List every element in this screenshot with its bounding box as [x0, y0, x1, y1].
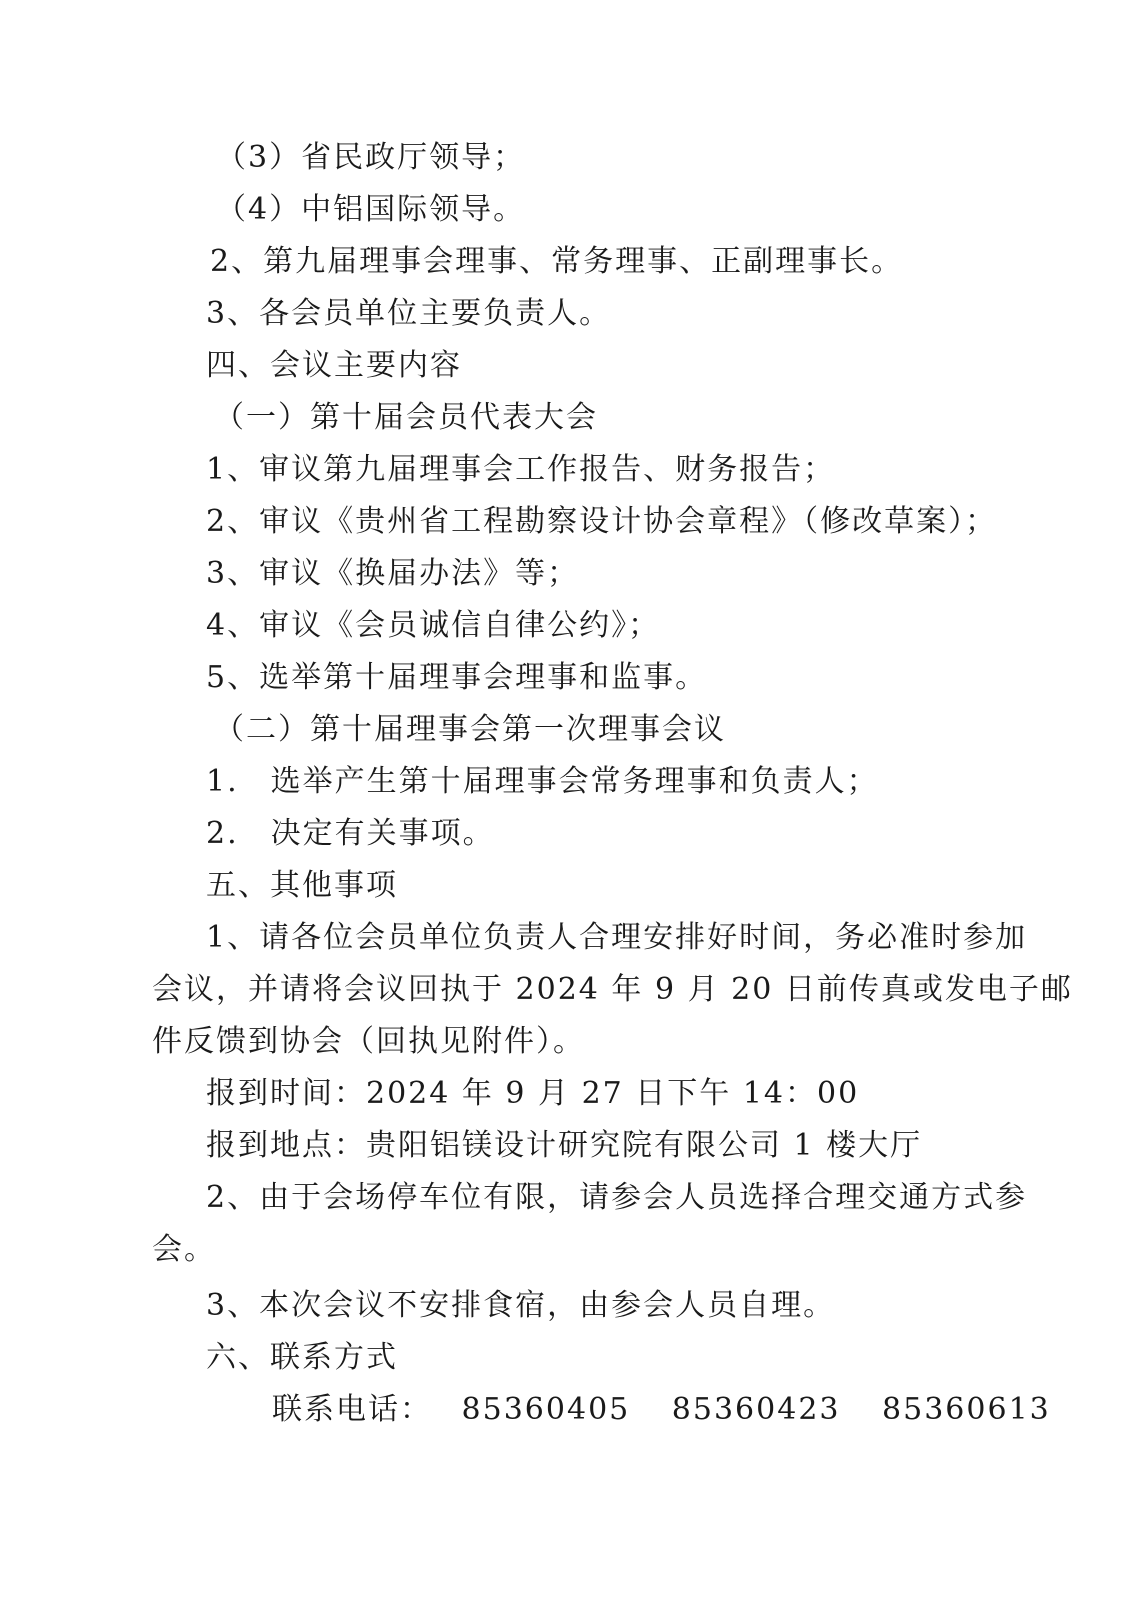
contact-label: 联系电话： — [272, 1392, 432, 1427]
phone-number: 85360405 — [461, 1392, 631, 1427]
paragraph-line: 1、请各位会员单位负责人合理安排好时间，务必准时参加 — [206, 920, 1028, 955]
paragraph-line: 会。 — [152, 1232, 216, 1267]
phone-number: 85360613 — [882, 1392, 1051, 1427]
section-heading: 六、联系方式 — [206, 1340, 398, 1375]
report-place: 报到地点：贵阳铝镁设计研究院有限公司 1 楼大厅 — [206, 1128, 923, 1163]
report-time: 报到时间：2024 年 9 月 27 日下午 14：00 — [206, 1076, 860, 1111]
list-item: 4、审议《会员诚信自律公约》； — [206, 608, 661, 643]
subsection-heading: （二）第十届理事会第一次理事会议 — [214, 712, 726, 747]
list-item: 3、审议《换届办法》等； — [206, 556, 580, 591]
subsection-heading: （一）第十届会员代表大会 — [214, 400, 598, 435]
list-item: 3、本次会议不安排食宿，由参会人员自理。 — [206, 1288, 836, 1323]
list-item: 2. 决定有关事项。 — [206, 816, 495, 851]
paragraph-line: 会议，并请将会议回执于 2024 年 9 月 20 日前传真或发电子邮 — [152, 972, 1073, 1007]
paragraph-line: 2、由于会场停车位有限，请参会人员选择合理交通方式参 — [206, 1180, 1028, 1215]
section-heading: 四、会议主要内容 — [206, 348, 462, 383]
section-heading: 五、其他事项 — [206, 868, 398, 903]
list-item: 2、第九届理事会理事、常务理事、正副理事长。 — [210, 244, 904, 279]
list-item: （4）中铝国际领导。 — [216, 192, 526, 227]
paragraph-line: 件反馈到协会（回执见附件）。 — [152, 1024, 585, 1059]
list-item: 3、各会员单位主要负责人。 — [206, 296, 612, 331]
list-item: （3）省民政厅领导； — [216, 140, 526, 175]
list-item: 1. 选举产生第十届理事会常务理事和负责人； — [206, 764, 879, 799]
contact-phones — [272, 1392, 1051, 1428]
list-item: 2、审议《贵州省工程勘察设计协会章程》（修改草案）； — [206, 504, 998, 539]
list-item: 5、选举第十届理事会理事和监事。 — [206, 660, 708, 695]
phone-number: 85360423 — [671, 1392, 841, 1427]
list-item: 1、审议第九届理事会工作报告、财务报告； — [206, 452, 836, 487]
